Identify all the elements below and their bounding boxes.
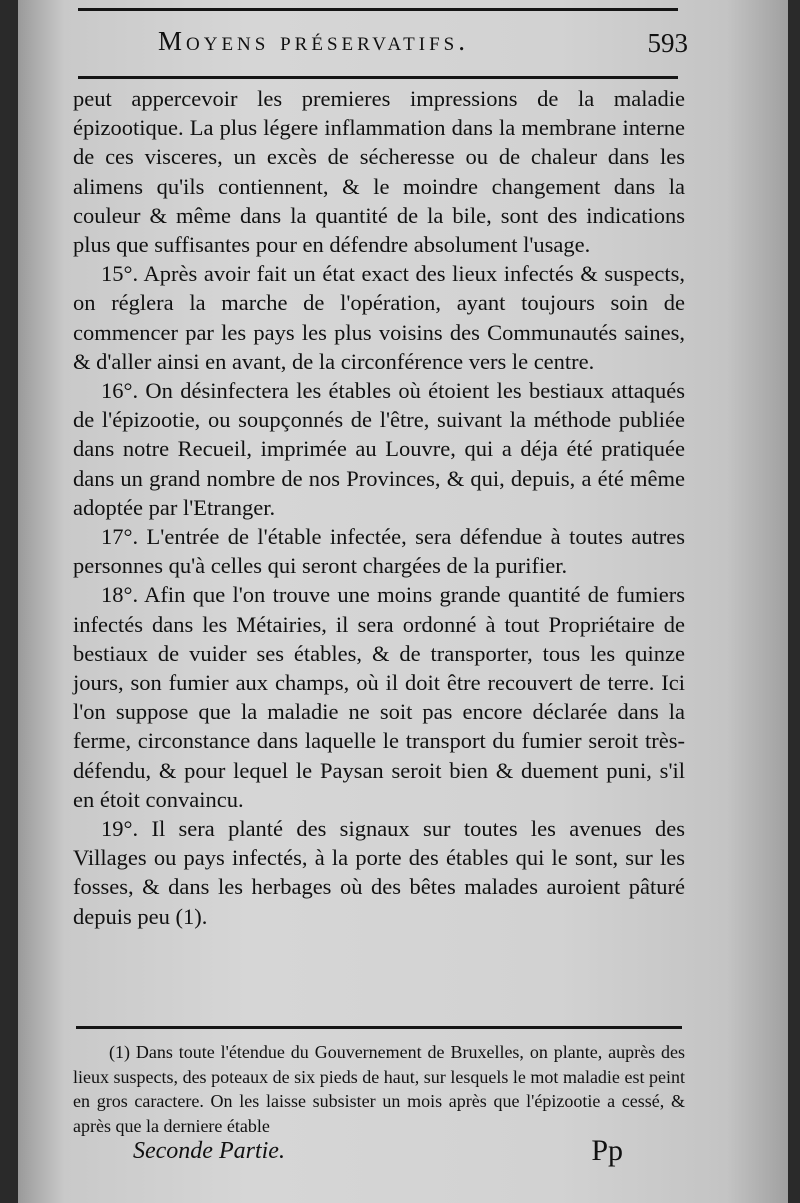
page-header <box>158 22 698 62</box>
page-number: 593 <box>647 28 688 58</box>
footnote-rule <box>76 1026 682 1029</box>
signature-mark: Pp <box>591 1134 623 1167</box>
paragraph-16: 16°. On désinfectera les étables où étoient les bestiaux attaqués de l'épizootie, ou soupçonnés de l'être, suivant la méthode publiée dans notre Recueil, imprimée au Louvre, qui a déja été pratiquée dans un grand nombre de nos Provinces, & qui, depuis, a été même adoptée par l'Etranger. <box>73 378 685 520</box>
paragraph-17: 17°. L'entrée de l'étable infectée, sera défendue à toutes autres personnes qu'à celles qui seront chargées de la purifier. <box>73 524 685 579</box>
paragraph-18: 18°. Afin que l'on trouve une moins grande quantité de fumiers infectés dans les Métairies, il sera ordonné à tout Propriétaire de bestiaux de vuider ses étables, & de transporter, tous les quinze jours, son fumier aux champs, où il doit être recouvert de terre. Ici l'on suppose que la maladie ne soit pas encore déclarée dans la ferme, circonstance dans laquelle le transport du fumier seroit très-défendu, & pour lequel le Paysan seroit bien & duement puni, s'il en étoit convaincu. <box>73 582 685 812</box>
body-text <box>73 84 685 931</box>
running-head: Moyens préservatifs. <box>158 26 469 56</box>
footnote <box>73 1040 685 1138</box>
signature-line <box>133 1134 693 1178</box>
signature-text: Seconde Partie. <box>133 1138 285 1164</box>
header-rule <box>78 76 678 79</box>
top-rule <box>78 8 678 11</box>
book-page <box>18 0 788 1203</box>
paragraph-19: 19°. Il sera planté des signaux sur toutes les avenues des Villages ou pays infectés, à la porte des étables qui le sont, sur les fosses, & dans les herbages où des bêtes malades auroient pâturé depuis peu (1). <box>73 816 685 929</box>
paragraph-continued: peut appercevoir les premieres impressions de la maladie épizootique. La plus légere inflammation dans la membrane interne de ces visceres, un excès de sécheresse ou de chaleur dans les alimens qu'ils contiennent, & le moindre changement dans la couleur & même dans la quantité de la bile, sont des indications plus que suffisantes pour en défendre absolument l'usage. <box>73 86 685 258</box>
footnote-text: (1) Dans toute l'étendue du Gouvernement de Bruxelles, on plante, auprès des lieux suspects, des poteaux de six pieds de haut, sur lesquels le mot maladie est peint en gros caractere. On les laisse subsister un mois après que l'épizootie a cessé, & après que la derniere étable <box>73 1042 685 1136</box>
paragraph-15: 15°. Après avoir fait un état exact des lieux infectés & suspects, on réglera la marche de l'opération, ayant toujours soin de commencer par les pays les plus voisins des Communautés saines, & d'aller ainsi en avant, de la circonférence vers le centre. <box>73 261 685 374</box>
